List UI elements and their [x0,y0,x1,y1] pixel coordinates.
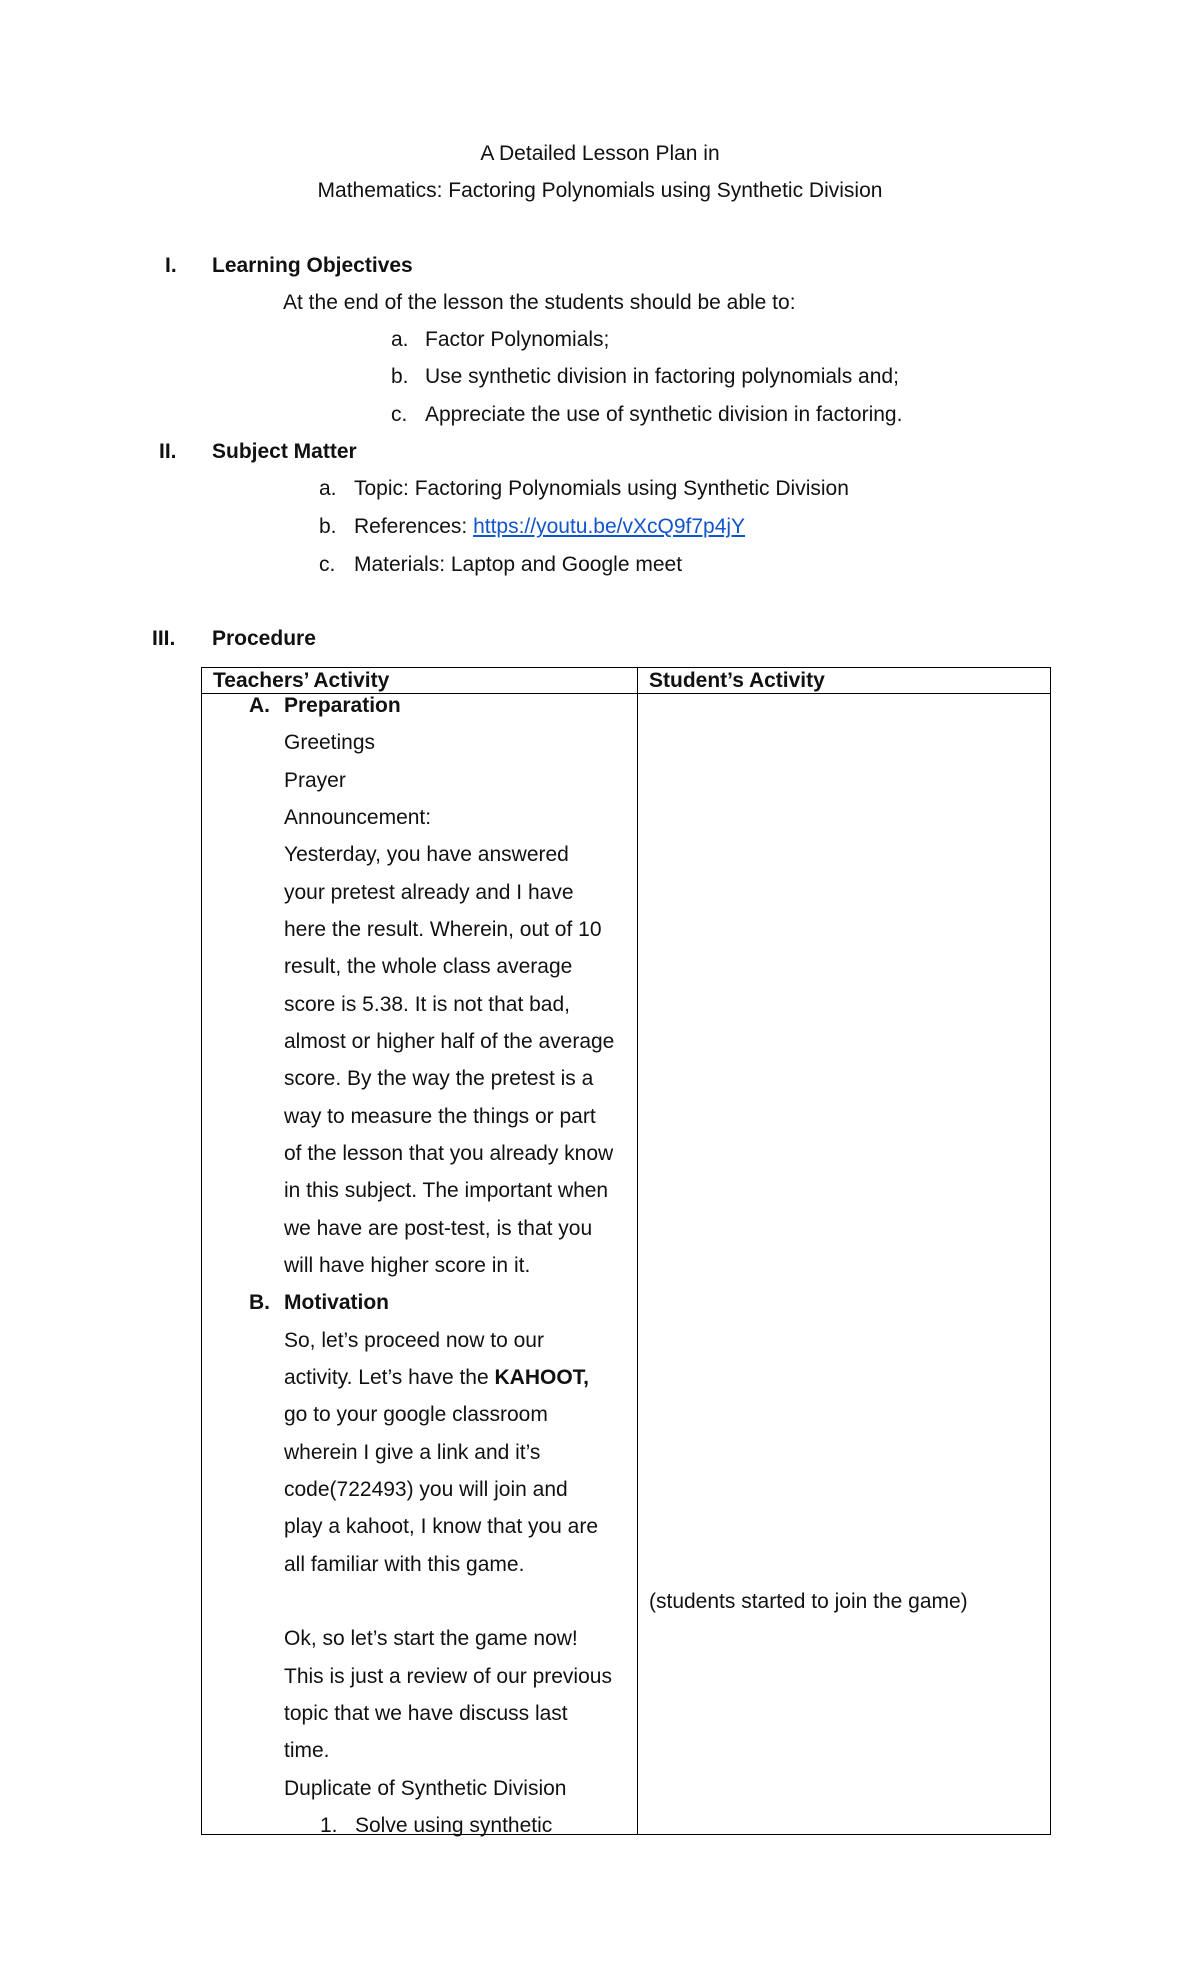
preparation-heading: Preparation [284,694,401,717]
references-label: References: [354,515,474,538]
preparation-line: Prayer [284,769,346,792]
preparation-line: almost or higher half of the average [284,1030,615,1053]
preparation-line: score is 5.38. It is not that bad, [284,993,570,1016]
motivation-text: activity. Let’s have the [284,1366,495,1389]
document-title-line1: A Detailed Lesson Plan in [480,142,720,165]
section-title-objectives: Learning Objectives [212,254,413,277]
motivation-line: play a kahoot, I know that you are [284,1515,599,1538]
motivation-heading: Motivation [284,1291,389,1314]
preparation-line: way to measure the things or part [284,1105,596,1128]
section-numeral-2: II. [159,440,177,463]
objective-item: Factor Polynomials; [425,328,610,351]
section-numeral-3: III. [152,627,176,650]
game-line: Ok, so let’s start the game now! [284,1627,578,1650]
section-title-subject-matter: Subject Matter [212,440,357,463]
student-response: (students started to join the game) [649,1590,968,1613]
preparation-marker: A. [249,694,270,717]
column-header-student: Student’s Activity [638,668,1051,694]
game-line: topic that we have discuss last [284,1702,568,1725]
motivation-line: wherein I give a link and it’s [284,1441,541,1464]
subject-materials: Materials: Laptop and Google meet [354,553,683,576]
subject-references [354,515,745,539]
document-title-line2: Mathematics: Factoring Polynomials using Synthetic Division [317,179,883,202]
subject-topic: Topic: Factoring Polynomials using Synthetic Division [354,477,849,500]
subject-marker: b. [319,515,337,538]
subject-marker: c. [319,553,336,576]
preparation-line: Greetings [284,731,376,754]
preparation-line: of the lesson that you already know [284,1142,614,1165]
game-line: Duplicate of Synthetic Division [284,1777,567,1800]
section-title-procedure: Procedure [212,627,316,650]
task-text: Solve using synthetic [355,1814,553,1837]
preparation-line: will have higher score in it. [284,1254,531,1277]
motivation-line: code(722493) you will join and [284,1478,568,1501]
section-numeral-1: I. [165,254,177,277]
subject-marker: a. [319,477,337,500]
teacher-activity-cell [202,694,638,1835]
preparation-line: Yesterday, you have answered [284,843,569,866]
objectives-intro: At the end of the lesson the students should be able to: [283,291,796,314]
preparation-line: in this subject. The important when [284,1179,609,1202]
procedure-table [201,667,1051,1835]
game-line: time. [284,1739,330,1762]
task-marker: 1. [320,1814,338,1837]
objective-item: Use synthetic division in factoring polynomials and; [425,365,899,388]
objective-item: Appreciate the use of synthetic division in factoring. [425,403,903,426]
objective-marker: c. [391,403,408,426]
motivation-line: all familiar with this game. [284,1553,525,1576]
preparation-line: your pretest already and I have [284,881,574,904]
preparation-line: here the result. Wherein, out of 10 [284,918,602,941]
objective-marker: a. [391,328,409,351]
motivation-marker: B. [249,1291,270,1314]
kahoot-emphasis: KAHOOT, [494,1366,590,1389]
preparation-line: result, the whole class average [284,955,573,978]
motivation-line: So, let’s proceed now to our [284,1329,544,1352]
preparation-line: score. By the way the pretest is a [284,1067,594,1090]
motivation-line [284,1366,589,1390]
preparation-line: we have are post-test, is that you [284,1217,593,1240]
preparation-line: Announcement: [284,806,432,829]
objective-marker: b. [391,365,409,388]
student-activity-cell [638,694,1051,1835]
column-header-teacher: Teachers’ Activity [202,668,638,694]
motivation-line: go to your google classroom [284,1403,548,1426]
references-link[interactable]: https://youtu.be/vXcQ9f7p4jY [473,515,746,538]
game-line: This is just a review of our previous [284,1665,612,1688]
